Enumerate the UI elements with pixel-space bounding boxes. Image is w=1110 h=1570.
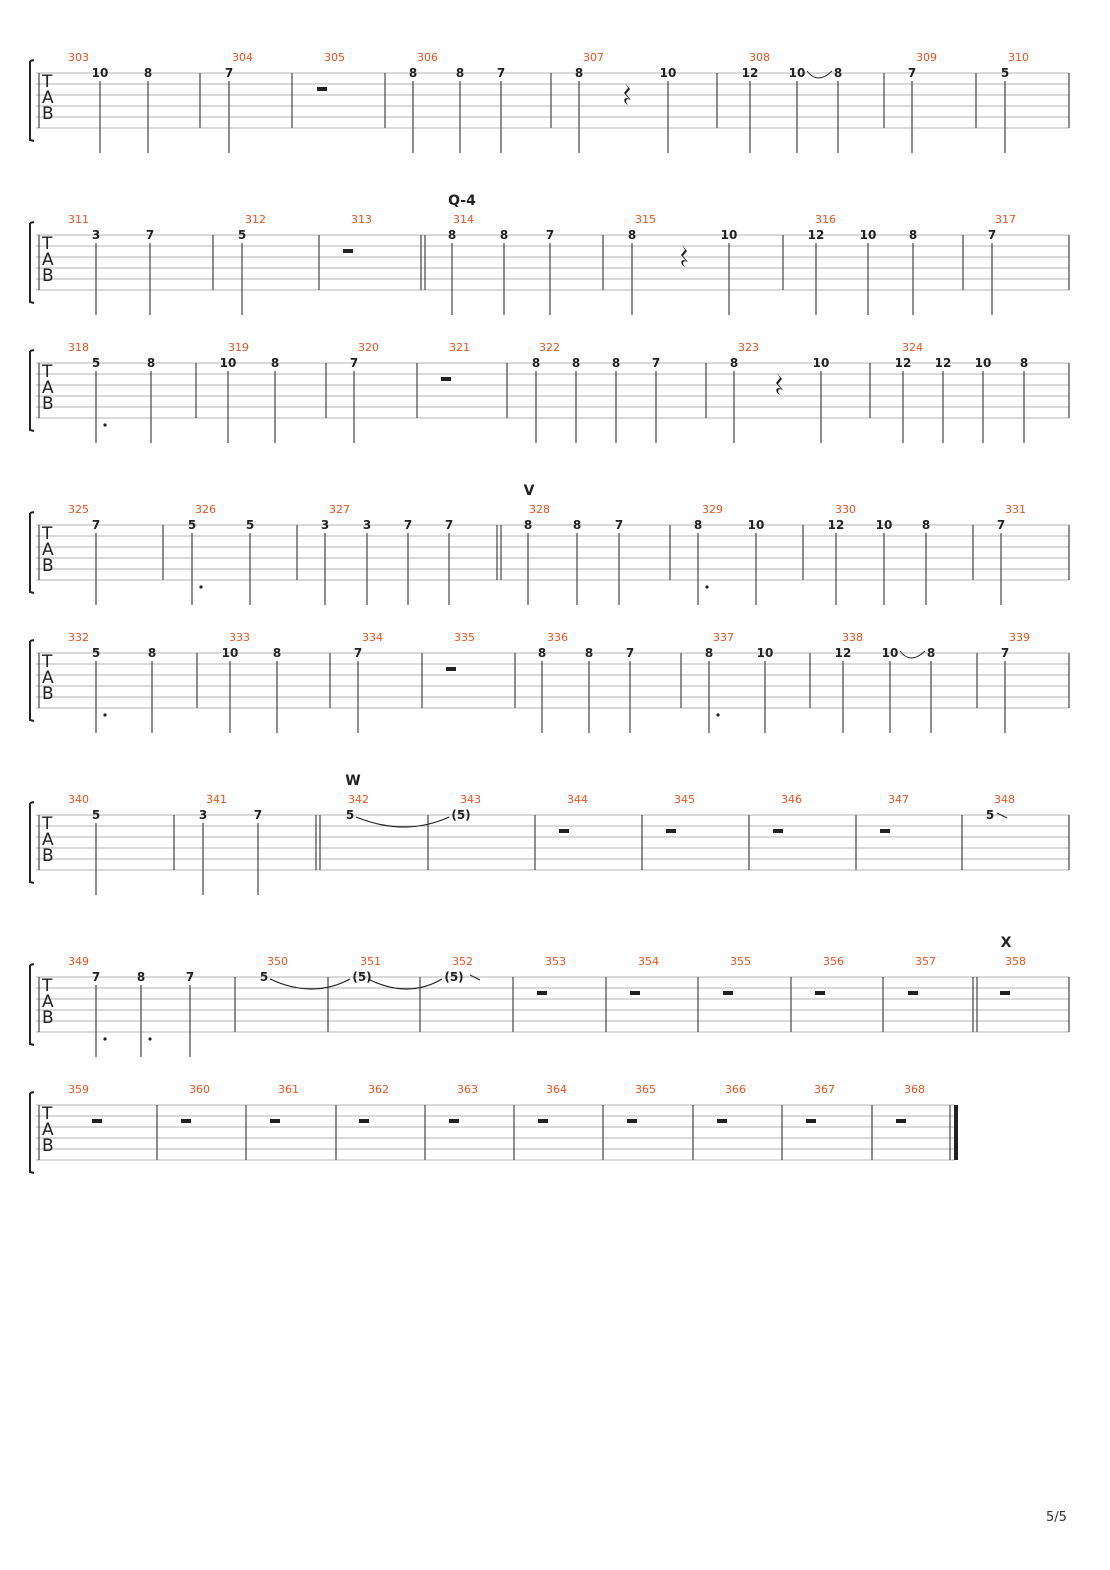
measure-number: 365	[635, 1083, 656, 1096]
measure-number: 330	[835, 503, 856, 516]
tab-clef-letter: B	[42, 684, 54, 704]
fret-number: 8	[499, 228, 509, 242]
measure-number: 341	[206, 793, 227, 806]
fret-number: 7	[987, 228, 997, 242]
measure-number: 363	[457, 1083, 478, 1096]
fret-number: 8	[523, 518, 533, 532]
fret-number: 7	[349, 356, 359, 370]
measure-number: 346	[781, 793, 802, 806]
tab-clef-letter: B	[42, 104, 54, 124]
fret-number: 10	[219, 356, 237, 370]
fret-number: 12	[894, 356, 912, 370]
measure-number: 348	[994, 793, 1015, 806]
fret-number: 8	[537, 646, 547, 660]
fret-number: 8	[921, 518, 931, 532]
fret-number: 12	[834, 646, 852, 660]
tab-clef-letter: A	[42, 830, 54, 850]
half-rest	[343, 249, 353, 253]
tab-system	[30, 1083, 958, 1173]
rhythm-dot	[199, 585, 202, 588]
measure-number: 368	[904, 1083, 925, 1096]
measure-number: 367	[814, 1083, 835, 1096]
fret-number: 8	[704, 646, 714, 660]
measure-number: 325	[68, 503, 89, 516]
tab-clef-letter: A	[42, 250, 54, 270]
system-bracket	[30, 964, 34, 1045]
measure-number: 358	[1005, 955, 1026, 968]
half-rest	[908, 991, 918, 995]
half-rest	[880, 829, 890, 833]
system-bracket	[30, 640, 34, 721]
measure-number: 321	[449, 341, 470, 354]
measure-number: 361	[278, 1083, 299, 1096]
page-number: 5/5	[1046, 1510, 1067, 1525]
quarter-rest	[624, 83, 631, 105]
fret-number: 7	[253, 808, 263, 822]
fret-number: 8	[447, 228, 457, 242]
fret-number: 8	[408, 66, 418, 80]
measure-number: 351	[360, 955, 381, 968]
measure-number: 340	[68, 793, 89, 806]
measure-number: 315	[635, 213, 656, 226]
fret-number: 12	[934, 356, 952, 370]
fret-number: 7	[614, 518, 624, 532]
fret-number: 10	[812, 356, 830, 370]
measure-number: 311	[68, 213, 89, 226]
fret-number: 10	[720, 228, 738, 242]
measure-number: 352	[452, 955, 473, 968]
half-rest	[630, 991, 640, 995]
fret-number: 8	[571, 356, 581, 370]
tab-system	[30, 631, 1069, 733]
rhythm-dot	[103, 713, 106, 716]
tab-clef-letter: T	[42, 1104, 53, 1124]
measure-number: 362	[368, 1083, 389, 1096]
half-rest	[666, 829, 676, 833]
tab-clef-letter: B	[42, 556, 54, 576]
fret-number: 8	[908, 228, 918, 242]
fret-number: 5	[91, 356, 101, 370]
fret-number: (5)	[451, 808, 471, 822]
rhythm-dot	[103, 423, 106, 426]
measure-number: 353	[545, 955, 566, 968]
tab-clef-letter: A	[42, 668, 54, 688]
measure-number: 345	[674, 793, 695, 806]
tab-clef-letter: A	[42, 378, 54, 398]
measure-number: 337	[713, 631, 734, 644]
tab-clef-letter: T	[42, 234, 53, 254]
fret-number: 3	[362, 518, 372, 532]
tab-system	[30, 773, 1069, 895]
fret-number: 5	[245, 518, 255, 532]
fret-number: 7	[907, 66, 917, 80]
fret-number: 7	[444, 518, 454, 532]
measure-number: 320	[358, 341, 379, 354]
fret-number: 8	[833, 66, 843, 80]
fret-number: 10	[859, 228, 877, 242]
fret-number: 8	[1019, 356, 1029, 370]
tie-arc	[356, 817, 449, 827]
half-rest	[359, 1119, 369, 1123]
fret-number: 10	[747, 518, 765, 532]
quarter-rest	[776, 373, 783, 395]
fret-number: 5	[237, 228, 247, 242]
tab-clef-letter: B	[42, 846, 54, 866]
system-bracket	[30, 1092, 34, 1173]
fret-number: 7	[496, 66, 506, 80]
fret-number: 7	[996, 518, 1006, 532]
tie-arc	[368, 979, 442, 989]
system-bracket	[30, 350, 34, 431]
tab-clef-letter: B	[42, 1136, 54, 1156]
quarter-rest	[681, 245, 688, 267]
fret-number: 8	[270, 356, 280, 370]
half-rest	[717, 1119, 727, 1123]
fret-number: 10	[756, 646, 774, 660]
measure-number: 331	[1005, 503, 1026, 516]
measure-number: 308	[749, 51, 770, 64]
fret-number: 10	[974, 356, 992, 370]
measure-number: 324	[902, 341, 923, 354]
rhythm-dot	[705, 585, 708, 588]
fret-number: 8	[147, 646, 157, 660]
fret-number: 5	[985, 808, 995, 822]
half-rest	[537, 991, 547, 995]
fret-number: 8	[272, 646, 282, 660]
fret-number: 12	[827, 518, 845, 532]
tab-clef-letter: T	[42, 362, 53, 382]
fret-number: 7	[91, 970, 101, 984]
fret-number: 10	[788, 66, 806, 80]
tab-clef-letter: T	[42, 72, 53, 92]
half-rest	[441, 377, 451, 381]
half-rest	[559, 829, 569, 833]
half-rest	[1000, 991, 1010, 995]
section-marker: W	[345, 773, 361, 789]
tab-system	[30, 341, 1069, 443]
fret-number: 7	[403, 518, 413, 532]
measure-number: 305	[324, 51, 345, 64]
rhythm-dot	[716, 713, 719, 716]
measure-number: 350	[267, 955, 288, 968]
fret-number: 8	[584, 646, 594, 660]
fret-number: 12	[741, 66, 759, 80]
fret-number: 5	[1000, 66, 1010, 80]
fret-number: 8	[143, 66, 153, 80]
measure-number: 338	[842, 631, 863, 644]
measure-number: 314	[453, 213, 474, 226]
fret-number: 8	[531, 356, 541, 370]
measure-number: 349	[68, 955, 89, 968]
measure-number: 355	[730, 955, 751, 968]
rhythm-dot	[148, 1037, 151, 1040]
half-rest	[449, 1119, 459, 1123]
fret-number: 8	[627, 228, 637, 242]
measure-number: 307	[583, 51, 604, 64]
half-rest	[815, 991, 825, 995]
measure-number: 309	[916, 51, 937, 64]
fret-number: 10	[881, 646, 899, 660]
fret-number: 10	[659, 66, 677, 80]
fret-number: 8	[572, 518, 582, 532]
fret-number: 7	[91, 518, 101, 532]
half-rest	[896, 1119, 906, 1123]
tab-system	[30, 483, 1069, 605]
measure-number: 332	[68, 631, 89, 644]
measure-number: 333	[229, 631, 250, 644]
measure-number: 326	[195, 503, 216, 516]
slide-out-line	[997, 813, 1007, 818]
measure-number: 327	[329, 503, 350, 516]
fret-number: (5)	[444, 970, 464, 984]
measure-number: 364	[546, 1083, 567, 1096]
fret-number: 5	[259, 970, 269, 984]
fret-number: 8	[574, 66, 584, 80]
fret-number: 8	[455, 66, 465, 80]
measure-number: 335	[454, 631, 475, 644]
half-rest	[723, 991, 733, 995]
tab-clef-letter: T	[42, 524, 53, 544]
measure-number: 329	[702, 503, 723, 516]
fret-number: 7	[1000, 646, 1010, 660]
measure-number: 356	[823, 955, 844, 968]
half-rest	[627, 1119, 637, 1123]
half-rest	[806, 1119, 816, 1123]
half-rest	[92, 1119, 102, 1123]
half-rest	[773, 829, 783, 833]
system-bracket	[30, 802, 34, 883]
measure-number: 334	[362, 631, 383, 644]
fret-number: 12	[807, 228, 825, 242]
fret-number: 7	[145, 228, 155, 242]
half-rest	[538, 1119, 548, 1123]
fret-number: 7	[651, 356, 661, 370]
half-rest	[181, 1119, 191, 1123]
section-marker: V	[523, 483, 535, 499]
measure-number: 366	[725, 1083, 746, 1096]
slide-out-line	[470, 975, 480, 980]
measure-number: 318	[68, 341, 89, 354]
measure-number: 322	[539, 341, 560, 354]
fret-number: 7	[185, 970, 195, 984]
tab-clef-letter: T	[42, 652, 53, 672]
fret-number: 3	[198, 808, 208, 822]
half-rest	[446, 667, 456, 671]
measure-number: 328	[529, 503, 550, 516]
system-bracket	[30, 222, 34, 303]
measure-number: 344	[567, 793, 588, 806]
fret-number: 3	[320, 518, 330, 532]
tab-clef-letter: B	[42, 266, 54, 286]
measure-number: 317	[995, 213, 1016, 226]
tab-clef-letter: A	[42, 540, 54, 560]
measure-number: 354	[638, 955, 659, 968]
measure-number: 303	[68, 51, 89, 64]
fret-number: 10	[875, 518, 893, 532]
final-barline-thick	[954, 1105, 958, 1160]
measure-number: 323	[738, 341, 759, 354]
tab-clef-letter: A	[42, 1120, 54, 1140]
fret-number: 5	[345, 808, 355, 822]
system-bracket	[30, 512, 34, 593]
tab-system	[30, 193, 1069, 315]
measure-number: 342	[348, 793, 369, 806]
measure-number: 343	[460, 793, 481, 806]
measure-number: 339	[1009, 631, 1030, 644]
fret-number: 10	[221, 646, 239, 660]
fret-number: 7	[545, 228, 555, 242]
measure-number: 316	[815, 213, 836, 226]
fret-number: 8	[146, 356, 156, 370]
measure-number: 304	[232, 51, 253, 64]
measure-number: 306	[417, 51, 438, 64]
section-marker: Q-4	[448, 193, 476, 209]
fret-number: 8	[926, 646, 936, 660]
measure-number: 312	[245, 213, 266, 226]
measure-number: 336	[547, 631, 568, 644]
tab-system	[30, 51, 1069, 153]
fret-number: 8	[729, 356, 739, 370]
fret-number: 7	[353, 646, 363, 660]
half-rest	[317, 87, 327, 91]
tie-arc	[270, 979, 350, 989]
tab-clef-letter: B	[42, 394, 54, 414]
fret-number: 7	[625, 646, 635, 660]
section-marker: X	[1000, 935, 1012, 951]
measure-number: 360	[189, 1083, 210, 1096]
fret-number: 8	[136, 970, 146, 984]
fret-number: (5)	[352, 970, 372, 984]
measure-number: 347	[888, 793, 909, 806]
tab-clef-letter: A	[42, 88, 54, 108]
tab-clef-letter: T	[42, 976, 53, 996]
tab-system	[30, 935, 1069, 1057]
fret-number: 5	[91, 646, 101, 660]
measure-number: 319	[228, 341, 249, 354]
fret-number: 5	[187, 518, 197, 532]
system-bracket	[30, 60, 34, 141]
fret-number: 5	[91, 808, 101, 822]
measure-number: 310	[1008, 51, 1029, 64]
fret-number: 10	[91, 66, 109, 80]
fret-number: 3	[91, 228, 101, 242]
measure-number: 357	[915, 955, 936, 968]
fret-number: 7	[224, 66, 234, 80]
fret-number: 8	[693, 518, 703, 532]
tab-clef-letter: T	[42, 814, 53, 834]
half-rest	[270, 1119, 280, 1123]
slide-slur	[900, 651, 925, 658]
tab-clef-letter: B	[42, 1008, 54, 1028]
fret-number: 8	[611, 356, 621, 370]
rhythm-dot	[103, 1037, 106, 1040]
tab-clef-letter: A	[42, 992, 54, 1012]
measure-number: 313	[351, 213, 372, 226]
slide-slur	[807, 71, 832, 78]
measure-number: 359	[68, 1083, 89, 1096]
